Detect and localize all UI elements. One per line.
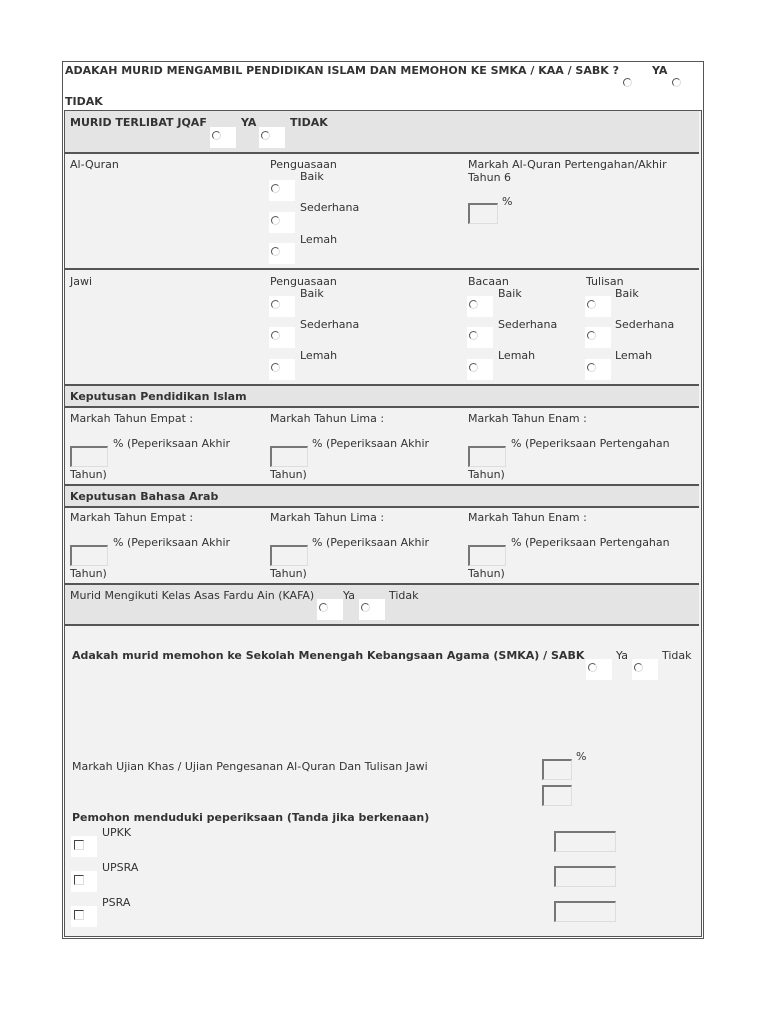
jawi-tulisan-lemah-label: Lemah [615,349,653,362]
ba-header-label: Keputusan Bahasa Arab [70,490,219,503]
jqaf-ya-radio[interactable] [212,131,221,140]
ba-tahun6-label: Markah Tahun Enam : [468,511,587,524]
pi-tahun4-suffix: % (Peperiksaan Akhir [113,437,231,450]
ujian-alquran-input[interactable] [542,759,572,780]
jqaf-label: MURID TERLIBAT JQAF [70,116,207,129]
pi-tahun4-label: Markah Tahun Empat : [70,412,194,425]
ba-tahun6-suffix: % (Peperiksaan Pertengahan [511,536,670,549]
jawi-tulisan-sederhana-label: Sederhana [615,318,675,331]
kafa-ya-radio[interactable] [319,603,328,612]
pi-tahun4-input[interactable] [70,446,108,467]
alquran-baik-radio[interactable] [271,184,280,193]
ujian-label: Markah Ujian Khas / Ujian Pengesanan Al-Quran Dan Tulisan Jawi [72,760,428,773]
smka-tidak-radio[interactable] [634,663,643,672]
jawi-penguasaan-baik-label: Baik [300,287,324,300]
alquran-title: Al-Quran [70,158,119,171]
agama-ya-label: YA [652,64,668,77]
ba-tahun4-suffix2: Tahun) [70,567,107,580]
jawi-penguasaan-lemah-radio[interactable] [271,363,280,372]
ba-tahun5-input[interactable] [270,545,308,566]
exam-upkk-checkbox[interactable] [74,840,84,850]
jawi-tulisan-label: Tulisan [586,275,624,288]
smka-ya-label: Ya [616,649,628,662]
exam-psra-input[interactable] [554,901,616,922]
jawi-penguasaan-sederhana-radio[interactable] [271,331,280,340]
ba-tahun6-input[interactable] [468,545,506,566]
ba-tahun6-suffix2: Tahun) [468,567,505,580]
jawi-tulisan-baik-label: Baik [615,287,639,300]
ba-tahun4-suffix: % (Peperiksaan Akhir [113,536,231,549]
jawi-penguasaan-sederhana-label: Sederhana [300,318,360,331]
jqaf-tidak-label: TIDAK [290,116,328,129]
pi-tahun5-input[interactable] [270,446,308,467]
jawi-bacaan-sederhana-radio[interactable] [469,331,478,340]
pi-tahun6-suffix: % (Peperiksaan Pertengahan [511,437,670,450]
jawi-bacaan-label: Bacaan [468,275,509,288]
agama-tidak-label: TIDAK [65,95,103,108]
pi-tahun4-suffix2: Tahun) [70,468,107,481]
alquran-baik-label: Baik [300,170,324,183]
jawi-bacaan-baik-radio[interactable] [469,300,478,309]
pi-tahun5-suffix2: Tahun) [270,468,307,481]
pi-tahun5-suffix: % (Peperiksaan Akhir [312,437,430,450]
ba-tahun4-input[interactable] [70,545,108,566]
pi-tahun6-label: Markah Tahun Enam : [468,412,587,425]
jawi-bacaan-lemah-radio[interactable] [469,363,478,372]
exam-upkk-label: UPKK [102,826,132,839]
alquran-sederhana-radio[interactable] [271,216,280,225]
jawi-penguasaan-lemah-label: Lemah [300,349,338,362]
jawi-penguasaan-label: Penguasaan [270,275,337,288]
kafa-tidak-radio[interactable] [361,603,370,612]
pi-header-label: Keputusan Pendidikan Islam [70,390,247,403]
agama-tidak-radio[interactable] [672,78,681,87]
exam-upsra-label: UPSRA [102,861,139,874]
alquran-markah-input[interactable] [468,203,498,224]
exam-upsra-checkbox[interactable] [74,875,84,885]
ujian-percent: % [576,750,587,763]
exam-upsra-input[interactable] [554,866,616,887]
ujian-jawi-input[interactable] [542,785,572,806]
jawi-bacaan-lemah-label: Lemah [498,349,536,362]
ba-tahun5-suffix: % (Peperiksaan Akhir [312,536,430,549]
pi-tahun6-suffix2: Tahun) [468,468,505,481]
agama-ya-radio[interactable] [623,78,632,87]
smka-ya-radio[interactable] [588,663,597,672]
jqaf-ya-label: YA [241,116,257,129]
pi-tahun5-label: Markah Tahun Lima : [270,412,385,425]
exam-psra-checkbox[interactable] [74,910,84,920]
kafa-ya-label: Ya [343,589,355,602]
alquran-lemah-label: Lemah [300,233,338,246]
jqaf-tidak-radio[interactable] [261,131,270,140]
ba-tahun5-suffix2: Tahun) [270,567,307,580]
jawi-bacaan-baik-label: Baik [498,287,522,300]
jawi-title: Jawi [70,275,93,288]
alquran-sederhana-label: Sederhana [300,201,360,214]
jawi-bacaan-sederhana-label: Sederhana [498,318,558,331]
alquran-lemah-radio[interactable] [271,247,280,256]
pi-tahun6-input[interactable] [468,446,506,467]
alquran-percent: % [502,195,513,208]
jawi-tulisan-sederhana-radio[interactable] [587,331,596,340]
agama-question: ADAKAH MURID MENGAMBIL PENDIDIKAN ISLAM DAN MEMOHON KE SMKA / KAA / SABK ? [65,64,619,77]
ba-tahun4-label: Markah Tahun Empat : [70,511,194,524]
exam-upkk-input[interactable] [554,831,616,852]
exam-psra-label: PSRA [102,896,131,909]
alquran-penguasaan-label: Penguasaan [270,158,337,171]
ba-tahun5-label: Markah Tahun Lima : [270,511,385,524]
smka-tidak-label: Tidak [662,649,692,662]
alquran-markah-label: Markah Al-Quran Pertengahan/Akhir Tahun 6 [468,158,667,184]
smka-question: Adakah murid memohon ke Sekolah Menengah Kebangsaan Agama (SMKA) / SABK [72,649,585,662]
jawi-penguasaan-baik-radio[interactable] [271,300,280,309]
kafa-tidak-label: Tidak [389,589,419,602]
kafa-label: Murid Mengikuti Kelas Asas Fardu Ain (KAFA) [70,589,315,602]
jawi-tulisan-baik-radio[interactable] [587,300,596,309]
pemohon-label: Pemohon menduduki peperiksaan (Tanda jika berkenaan) [72,811,430,824]
jawi-tulisan-lemah-radio[interactable] [587,363,596,372]
